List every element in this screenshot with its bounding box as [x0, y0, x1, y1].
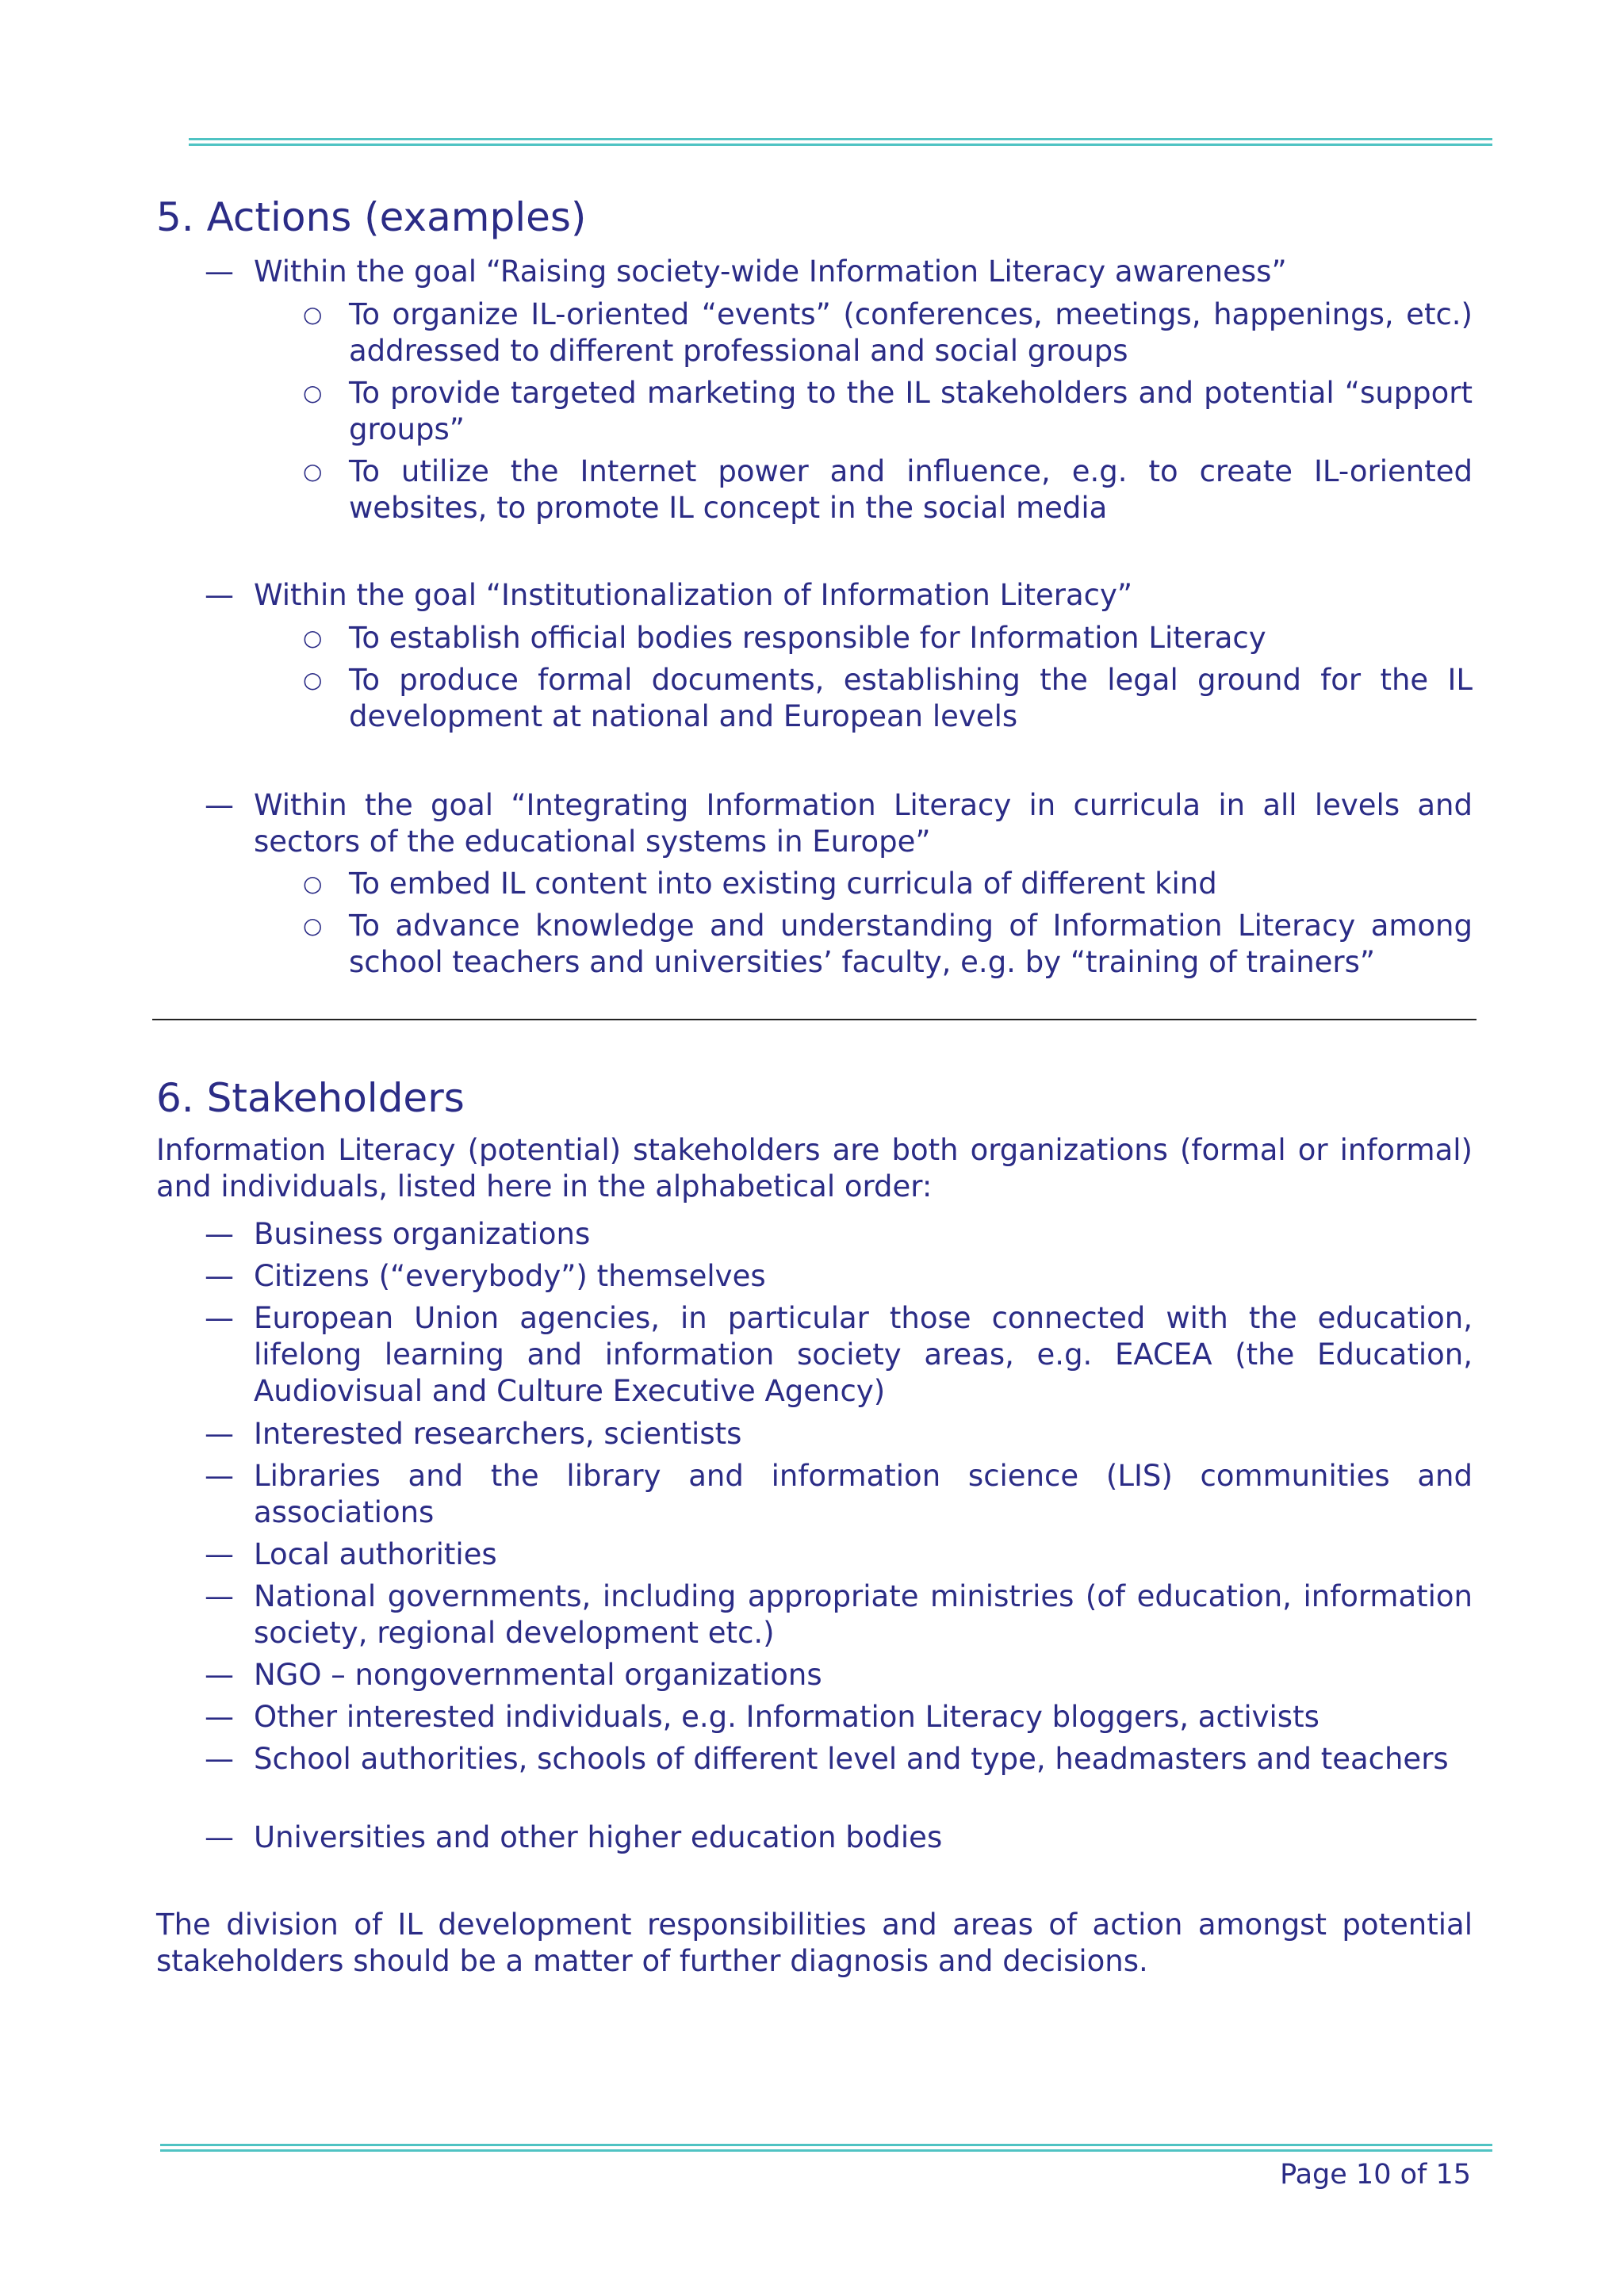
goal-1-label: — Within the goal “Raising society-wide Information Literacy awareness” [254, 254, 1473, 290]
bullet-circle-icon: ○ [303, 913, 323, 939]
goal-2-item-1: To establish official bodies responsible for Information Literacy [349, 621, 1266, 655]
stakeholder-item: — European Union agencies, in particular those connected with the education, lifelong learning and information society areas, e.g. EACEA (the Education, Audiovisual and Culture Executive Agency) [254, 1300, 1473, 1410]
stakeholder-item: — Citizens (“everybody”) themselves [254, 1258, 1473, 1295]
stakeholder-item: — Local authorities [254, 1536, 1473, 1573]
bullet-circle-icon: ○ [303, 625, 323, 651]
stakeholder-item: — Libraries and the library and information science (LIS) communities and associations [254, 1458, 1473, 1531]
stakeholder-item: — Universities and other higher education bodies [254, 1820, 1473, 1856]
goal-2-item-2: To produce formal documents, establishing the legal ground for the IL development at national and European levels [349, 663, 1473, 733]
closing-paragraph: The division of IL development responsibilities and areas of action amongst potential stakeholders should be a matter of further diagnosis and decisions. [156, 1908, 1473, 1978]
header-rule [189, 138, 1492, 146]
goal-1-item-3: To utilize the Internet power and influence, e.g. to create IL-oriented websites, to promote IL concept in the social media [349, 454, 1473, 525]
goal-3-item-2: To advance knowledge and understanding of Information Literacy among school teachers and universities’ faculty, e.g. by “training of trainers” [349, 909, 1473, 979]
section-5-heading: 5. Actions (examples) [156, 194, 587, 240]
stakeholders-intro: Information Literacy (potential) stakeholders are both organizations (formal or informal) and individuals, listed here in the alphabetical order: [156, 1133, 1473, 1203]
footer-rule [160, 2144, 1492, 2152]
page-number: Page 10 of 15 [1280, 2159, 1471, 2191]
stakeholder-item: — National governments, including appropriate ministries (of education, information society, regional development etc.) [254, 1578, 1473, 1651]
stakeholder-item: — School authorities, schools of different level and type, headmasters and teachers [254, 1741, 1473, 1777]
bullet-circle-icon: ○ [303, 301, 323, 327]
stakeholder-item: — Business organizations [254, 1216, 1473, 1253]
bullet-circle-icon: ○ [303, 380, 323, 406]
goal-2-label: — Within the goal “Institutionalization of Information Literacy” [254, 577, 1473, 614]
bullet-circle-icon: ○ [303, 871, 323, 897]
goal-3-label: — Within the goal “Integrating Information Literacy in curricula in all levels and sectors of the educational systems in Europe” [254, 787, 1473, 860]
stakeholder-item: — Other interested individuals, e.g. Information Literacy bloggers, activists [254, 1699, 1473, 1735]
bullet-circle-icon: ○ [303, 667, 323, 693]
goal-1-item-1: To organize IL-oriented “events” (conferences, meetings, happenings, etc.) addressed to different professional and social groups [349, 297, 1473, 368]
bullet-circle-icon: ○ [303, 458, 323, 484]
stakeholder-item: — Interested researchers, scientists [254, 1416, 1473, 1452]
section-divider [152, 1019, 1477, 1020]
goal-1-item-2: To provide targeted marketing to the IL stakeholders and potential “support groups” [349, 376, 1473, 446]
section-6-heading: 6. Stakeholders [156, 1075, 465, 1121]
stakeholder-item: — NGO – nongovernmental organizations [254, 1657, 1473, 1693]
goal-3-item-1: To embed IL content into existing curricula of different kind [349, 867, 1217, 901]
